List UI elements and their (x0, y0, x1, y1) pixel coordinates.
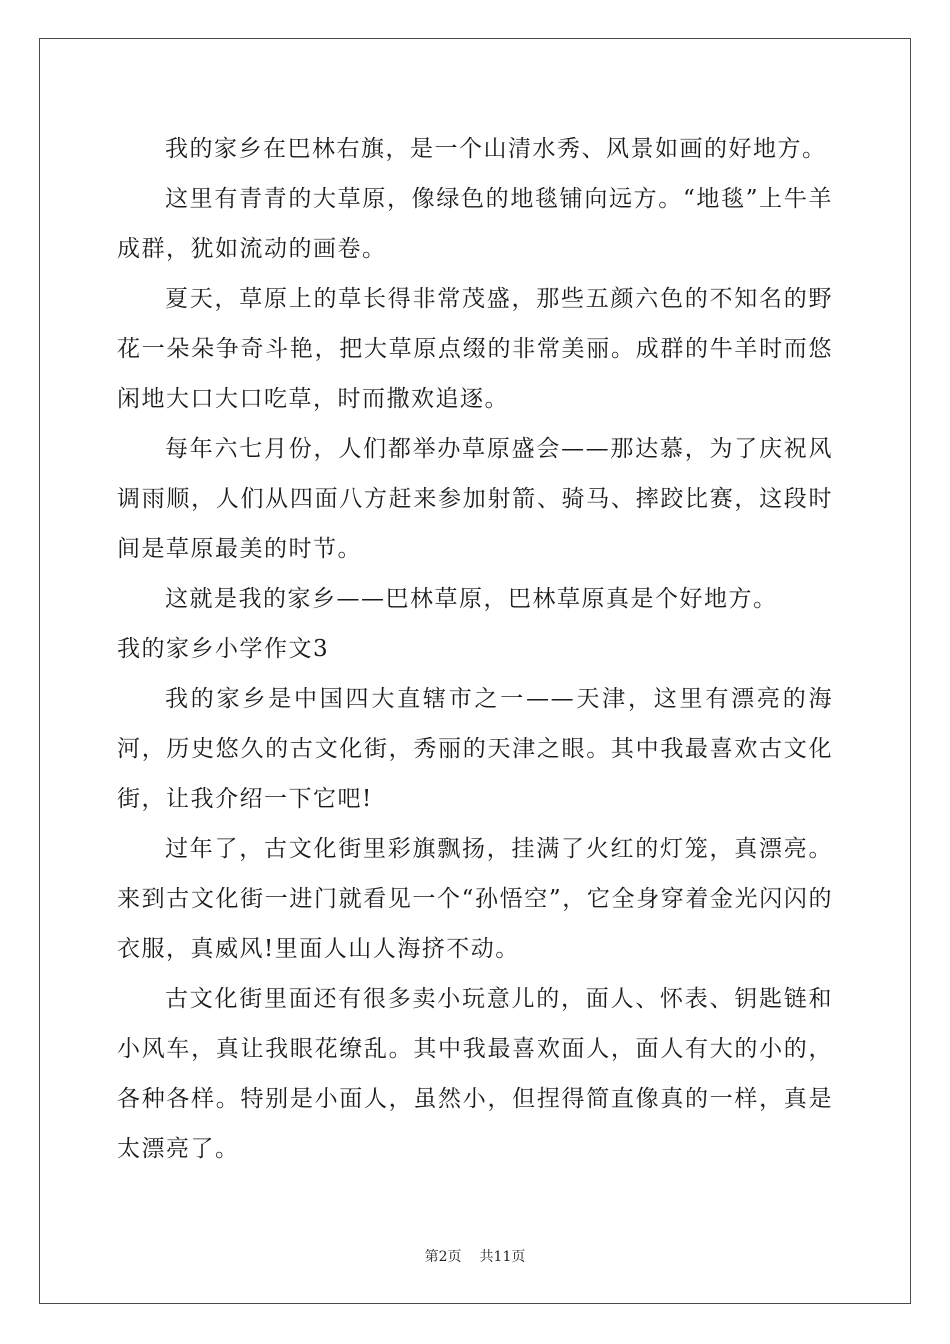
paragraph: 过年了，古文化街里彩旗飘扬，挂满了火红的灯笼，真漂亮。来到古文化街一进门就看见一个“孙悟空”，它全身穿着金光闪闪的衣服，真威风!里面人山人海挤不动。 (117, 836, 833, 962)
document-body (117, 124, 833, 1174)
section-title: 我的家乡小学作文3 (117, 636, 330, 662)
paragraph: 这就是我的家乡——巴林草原，巴林草原真是个好地方。 (165, 586, 778, 612)
paragraph: 我的家乡在巴林右旗，是一个山清水秀、风景如画的好地方。 (165, 136, 827, 162)
page-number-current: 第2页 (424, 1249, 462, 1265)
paragraph: 我的家乡是中国四大直辖市之一——天津，这里有漂亮的海河，历史悠久的古文化街，秀丽的天津之眼。其中我最喜欢古文化街，让我介绍一下它吧! (117, 686, 833, 812)
paragraph: 夏天，草原上的草长得非常茂盛，那些五颜六色的不知名的野花一朵朵争奇斗艳，把大草原点缀的非常美丽。成群的牛羊时而悠闲地大口大口吃草，时而撒欢追逐。 (117, 286, 833, 412)
paragraph: 每年六七月份，人们都举办草原盛会——那达慕，为了庆祝风调雨顺，人们从四面八方赶来参加射箭、骑马、摔跤比赛，这段时间是草原最美的时节。 (117, 436, 833, 562)
page-footer (0, 1246, 950, 1266)
paragraph: 这里有青青的大草原，像绿色的地毯铺向远方。“地毯”上牛羊成群，犹如流动的画卷。 (117, 186, 833, 262)
page-number-total: 共11页 (479, 1249, 526, 1265)
paragraph: 古文化街里面还有很多卖小玩意儿的，面人、怀表、钥匙链和小风车，真让我眼花缭乱。其中我最喜欢面人，面人有大的小的，各种各样。特别是小面人，虽然小，但捏得简直像真的一样，真是太漂亮了。 (117, 986, 833, 1162)
